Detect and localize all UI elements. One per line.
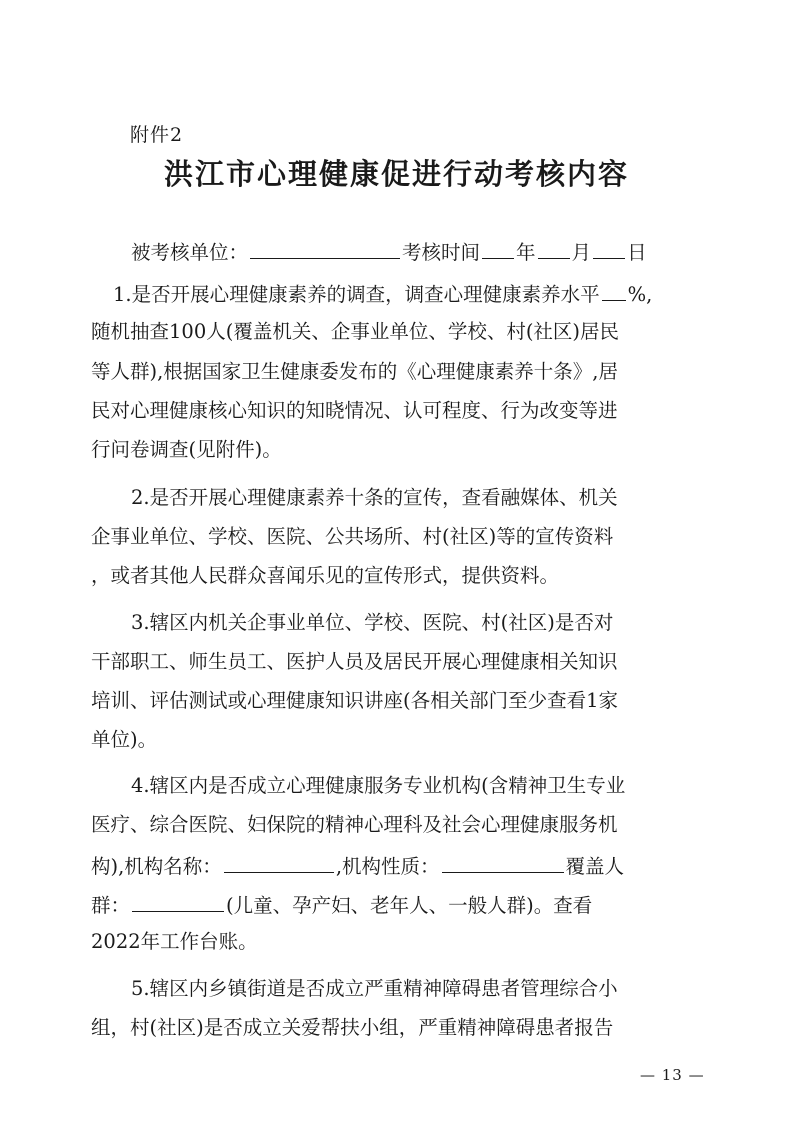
item3-line1: 3.辖区内机关企事业单位、学校、医院、村(社区)是否对 <box>131 611 614 634</box>
assessment-header <box>131 240 647 263</box>
year-blank[interactable] <box>482 240 514 259</box>
org-type-blank[interactable] <box>442 854 564 873</box>
month-blank[interactable] <box>538 240 570 259</box>
coverage-options: (儿童、孕产妇、老年人、一般人群)。查看 <box>226 894 593 917</box>
item2-line2: 企事业单位、学校、医院、公共场所、村(社区)等的宣传资料 <box>91 525 614 548</box>
item4-line2: 医疗、综合医院、妇保院的精神心理科及社会心理健康服务机 <box>91 813 618 836</box>
page-title: 洪江市心理健康促进行动考核内容 <box>163 157 629 191</box>
item4-line4 <box>91 893 592 916</box>
org-name-blank[interactable] <box>224 854 334 873</box>
time-label: 考核时间 <box>402 241 481 264</box>
item2-line1: 2.是否开展心理健康素养十条的宣传，查看融媒体、机关 <box>131 486 618 509</box>
item5-line2: 组，村(社区)是否成立关爱帮扶小组，严重精神障碍患者报告 <box>91 1016 614 1039</box>
item1-text-b: %, <box>627 283 653 306</box>
day-blank[interactable] <box>593 240 625 259</box>
item4-line3 <box>91 854 624 877</box>
day-label: 日 <box>627 241 647 264</box>
coverage-blank[interactable] <box>132 893 224 912</box>
month-label: 月 <box>571 241 592 264</box>
item3-line3: 培训、评估测试或心理健康知识讲座(各相关部门至少查看1家 <box>91 689 619 712</box>
year-label: 年 <box>516 241 536 264</box>
page-number: — 13 — <box>640 1066 705 1084</box>
item5-line1: 5.辖区内乡镇街道是否成立严重精神障碍患者管理综合小 <box>131 977 618 1000</box>
item1-line1 <box>113 282 652 305</box>
item1-text-a: 1.是否开展心理健康素养的调查，调查心理健康素养水平 <box>113 283 600 306</box>
unit-label: 被考核单位： <box>131 241 249 264</box>
literacy-level-blank[interactable] <box>602 282 626 301</box>
unit-blank[interactable] <box>250 240 400 259</box>
org-type-label: ,机构性质： <box>335 855 440 878</box>
item4-line1: 4.辖区内是否成立心理健康服务专业机构(含精神卫生专业 <box>131 774 626 797</box>
item1-line4: 民对心理健康核心知识的知晓情况、认可程度、行为改变等进 <box>91 399 618 422</box>
item1-line2: 随机抽查100人(覆盖机关、企事业单位、学校、村(社区)居民 <box>91 320 620 343</box>
item1-line5: 行问卷调查(见附件)。 <box>91 438 282 461</box>
coverage-label-b: 群： <box>91 894 131 917</box>
item3-line4: 单位)。 <box>91 728 158 751</box>
org-name-label: 构),机构名称： <box>91 855 222 878</box>
item3-line2: 干部职工、师生员工、医护人员及居民开展心理健康相关知识 <box>91 650 618 673</box>
attachment-label: 附件2 <box>130 124 184 146</box>
item4-line5: 2022年工作台账。 <box>91 930 258 953</box>
item1-line3: 等人群),根据国家卫生健康委发布的《心理健康素养十条》,居 <box>91 360 619 383</box>
item2-line3: ，或者其他人民群众喜闻乐见的宣传形式，提供资料。 <box>91 564 560 587</box>
coverage-label-a: 覆盖人 <box>565 855 625 878</box>
